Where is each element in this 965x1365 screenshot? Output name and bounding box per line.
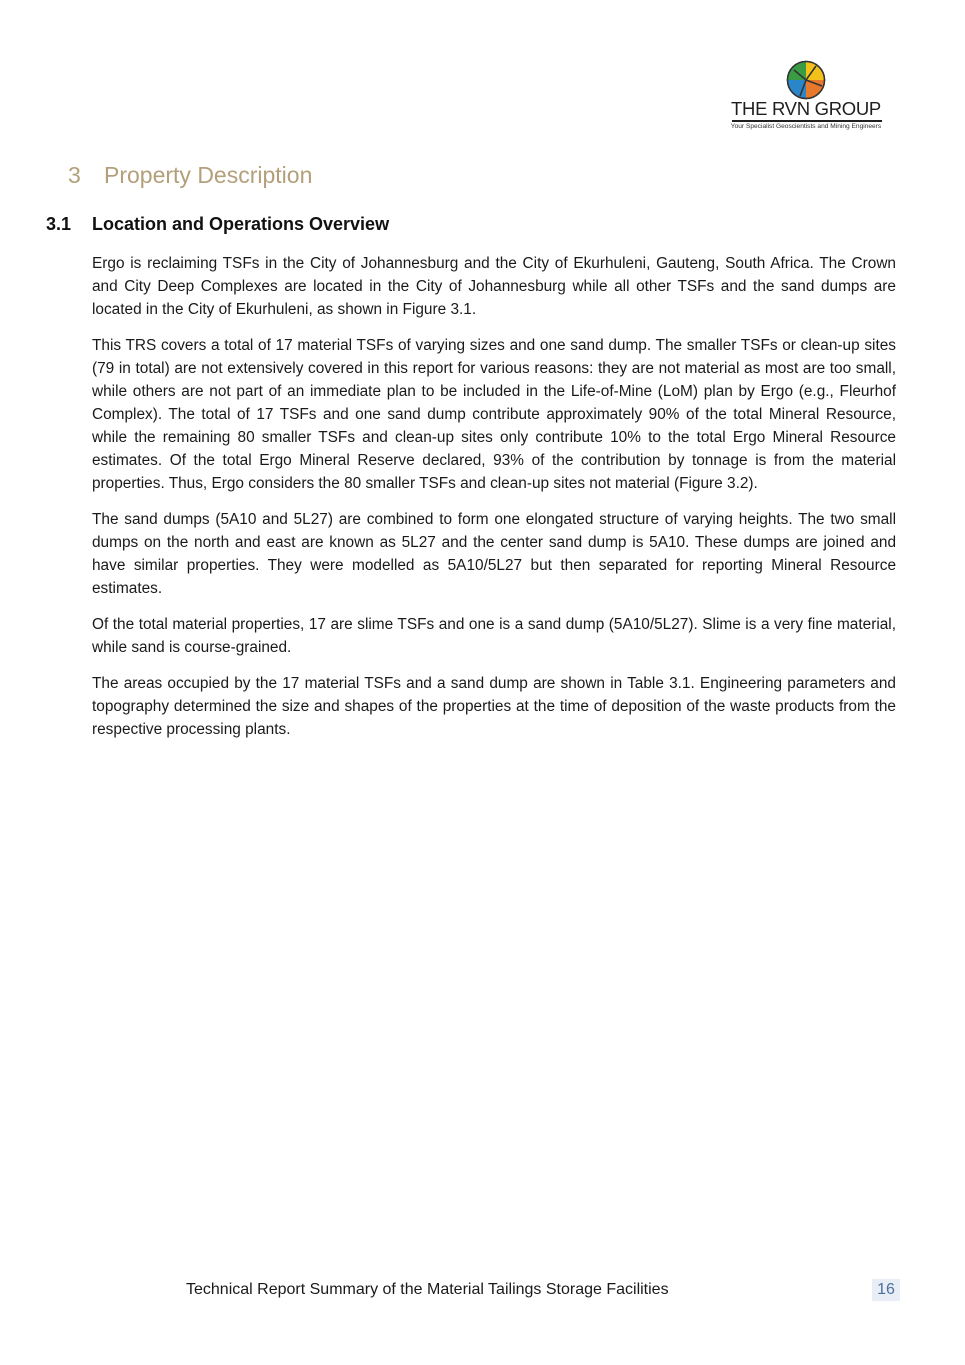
body-text: [92, 252, 896, 754]
rvn-logo-icon: [786, 60, 826, 100]
section-title: Location and Operations Overview: [92, 214, 390, 234]
section-number: 3.1: [46, 214, 72, 234]
paragraph-material-types: Of the total material properties, 17 are slime TSFs and one is a sand dump (5A10/5L27). Slime is a very fine material, while sand is course-grained.: [92, 616, 896, 656]
paragraph-sand-dumps: The sand dumps (5A10 and 5L27) are combined to form one elongated structure of varying heights. The two small dumps on the north and east are known as 5L27 and the center sand dump is 5A10. These dumps are joined and have similar properties. They were modelled as 5A10/5L27 but then separated for reporting Mineral Resource estimates.: [92, 511, 896, 597]
chapter-number: 3: [68, 162, 81, 188]
page-number: 16: [872, 1279, 900, 1301]
logo-company-name: THE RVN GROUP: [731, 98, 881, 119]
logo-tagline: Your Specialist Geoscientists and Mining Engineers: [730, 123, 882, 130]
paragraph-material-tsfs: This TRS covers a total of 17 material TSFs of varying sizes and one sand dump. The smaller TSFs or clean-up sites (79 in total) are not extensively covered in this report for various reasons: they are not material as most are too small, while others are not part of an immediate plan to be included in the Life-of-Mine (LoM) plan by Ergo (e.g., Fleurhof Complex). The total of 17 TSFs and one sand dump contribute approximately 90% of the total Mineral Resource, while the remaining 80 smaller TSFs and clean-up sites only contribute 10% to the total Ergo Mineral Resource estimates. Of the total Ergo Mineral Reserve declared, 93% of the contribution by tonnage is from the material properties. Thus, Ergo considers the 80 smaller TSFs and clean-up sites not material (Figure 3.2).: [92, 337, 896, 492]
paragraph-location: Ergo is reclaiming TSFs in the City of Johannesburg and the City of Ekurhuleni, Gauteng, South Africa. The Crown and City Deep Complexes are located in the City of Johannesburg while all other TSFs and the sand dumps are located in the City of Ekurhuleni, as shown in Figure 3.1.: [92, 255, 896, 318]
chapter-heading: [68, 160, 312, 190]
paragraph-areas: The areas occupied by the 17 material TSFs and a sand dump are shown in Table 3.1. Engineering parameters and topography determined the size and shapes of the properties at the time of deposition of the waste products from the respective processing plants.: [92, 675, 896, 738]
company-logo: [722, 60, 890, 134]
footer-report-title: Technical Report Summary of the Material Tailings Storage Facilities: [186, 1281, 669, 1298]
section-heading: [46, 212, 389, 236]
chapter-title: Property Description: [104, 162, 313, 188]
